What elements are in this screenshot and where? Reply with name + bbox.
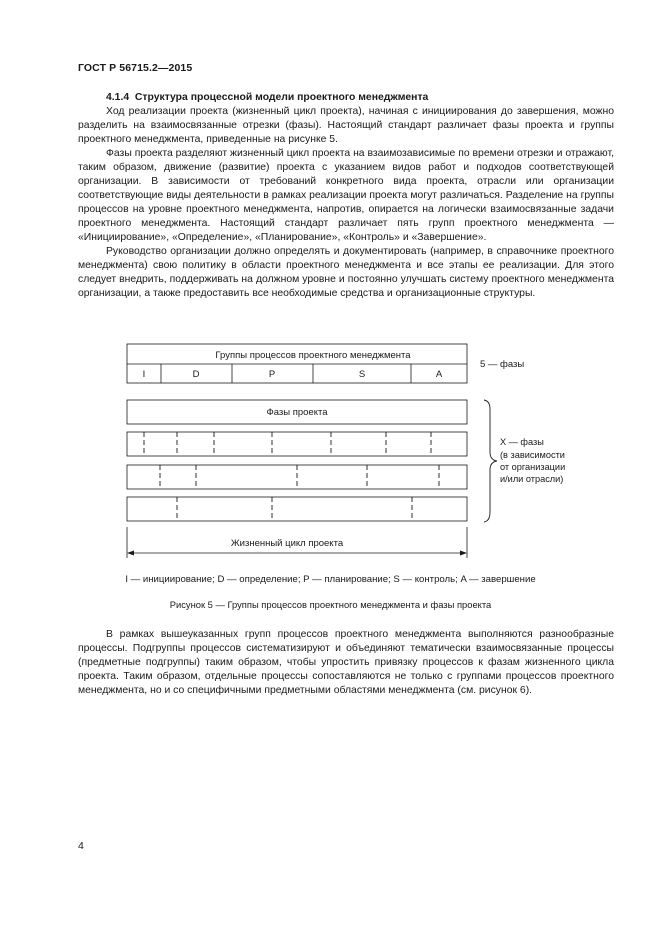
lifecycle-label: Жизненный цикл проекта	[230, 538, 344, 549]
group-label-a: A	[435, 369, 443, 380]
arrow-head-right-icon	[460, 551, 467, 556]
figure-legend: I — инициирование; D — определение; P — планирование; S — контроль; A — завершение	[125, 574, 536, 585]
x-phases-line-2: (в зависимости	[500, 450, 565, 460]
figure-caption: Рисунок 5 — Группы процессов проектного менеджмента и фазы проекта	[169, 599, 492, 610]
project-phases-title: Фазы проекта	[266, 407, 328, 418]
five-phases-label: 5 — фазы	[480, 359, 525, 370]
phase-variant-row-1	[127, 432, 467, 456]
x-phases-line-1: X — фазы	[500, 437, 544, 447]
document-header: ГОСТ Р 56715.2—2015	[78, 62, 193, 74]
section-number: 4.1.4	[106, 92, 130, 103]
x-phases-line-4: и/или отрасли)	[500, 474, 564, 484]
phase-variant-row-3-dividers	[177, 497, 412, 521]
group-label-d: D	[192, 369, 200, 380]
after-figure-body	[78, 628, 614, 698]
arrow-head-left-icon	[127, 551, 134, 556]
page-number: 4	[78, 840, 84, 852]
group-label-i: I	[142, 369, 146, 380]
paragraph: Ход реализации проекта (жизненный цикл проекта), начиная с инициирования до завершения, можно разделить на взаимосвязанные отрезки (фазы). Настоящий стандарт различает фазы проекта и группы проектного менеджмента, приведенные на рисунке 5.	[78, 106, 614, 145]
phase-variant-row-3	[127, 497, 467, 521]
section-title: Структура процессной модели проектного менеджмента	[134, 92, 429, 103]
process-groups-title: Группы процессов проектного менеджмента	[215, 350, 411, 361]
phase-variant-row-1-dividers	[144, 432, 431, 456]
curly-brace	[484, 400, 497, 522]
group-label-p: P	[268, 369, 276, 380]
group-label-s: S	[358, 369, 366, 380]
paragraph: Фазы проекта разделяют жизненный цикл проекта на взаимозависимые по времени отрезки и отражают, таким образом, движение (развитие) проекта с указанием видов работ и подходов соответствующей организации. В зависимости от требований конкретного вида проекта, отрасли или организации соответствующие виды деятельности в рамках реализации проекта могут различаться. Разделение на группы процессов на уровне проектного менеджмента, напротив, опирается на логически взаимосвязанные задачи проектного менеджмента. Настоящий стандарт различает пять групп проектного менеджмента — «Инициирование», «Определение», «Планирование», «Контроль» и «Завершение».	[78, 148, 614, 243]
phase-variant-row-2-dividers	[160, 465, 439, 489]
x-phases-line-3: от организации	[500, 462, 566, 472]
paragraph: В рамках вышеуказанных групп процессов проектного менеджмента выполняются разнообразные процессы. Подгруппы процессов систематизируют и объединяют тематически взаимосвязанные процессы (предметные подгруппы) таким образом, чтобы упростить привязку процессов к фазам жизненного цикла проекта. Таким образом, отдельные процессы сопоставляются не только с группами процессов проектного менеджмента, но и со специфичными предметными областями менеджмента (см. рисунок 6).	[78, 629, 614, 696]
paragraph: Руководство организации должно определять и документировать (например, в справочнике проектного менеджмента) свою политику в области проектного менеджмента и все этапы ее реализации. Для этого следует внедрить, поддерживать на должном уровне и постоянно улучшать систему проектного менеджмента организации, а также предоставить все необходимые средства и организационные структуры.	[78, 246, 614, 299]
